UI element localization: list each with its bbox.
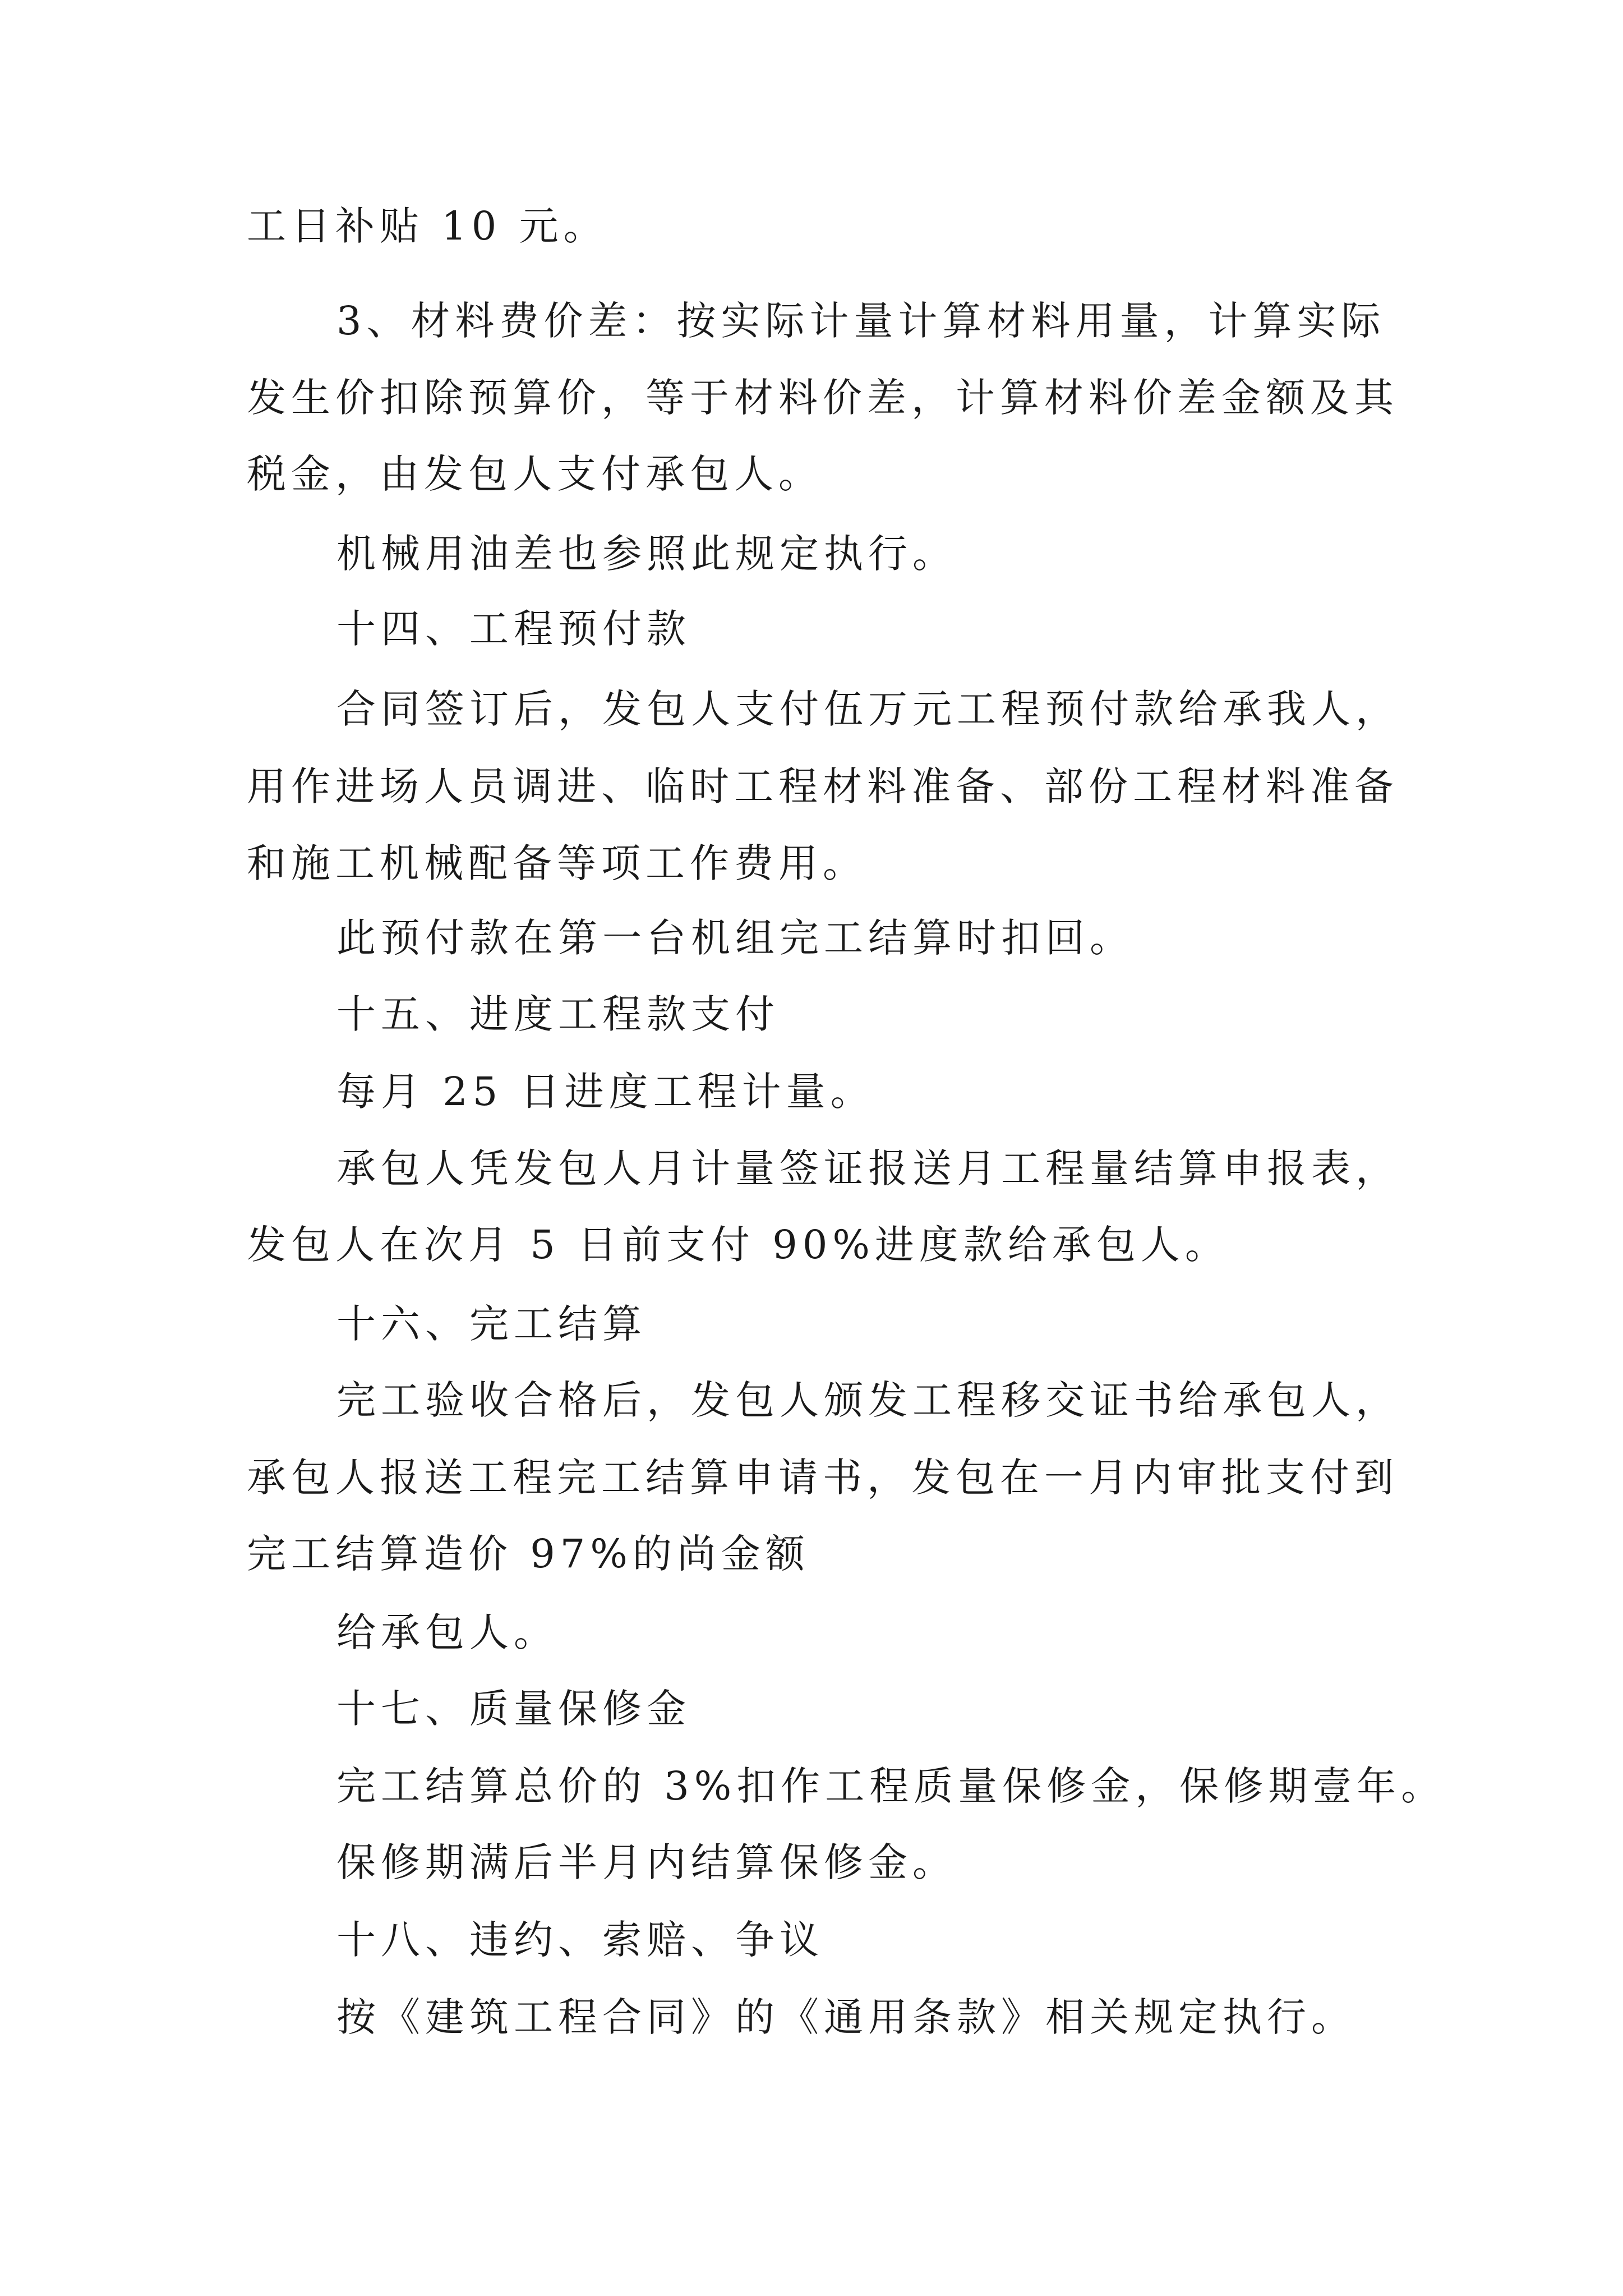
text-line: 用作进场人员调进、临时工程材料准备、部份工程材料准备 — [247, 763, 1399, 809]
text-line: 完工结算总价的 3%扣作工程质量保修金，保修期壹年。 — [336, 1763, 1446, 1809]
text-line: 合同签订后，发包人支付伍万元工程预付款给承我人， — [336, 686, 1400, 732]
text-line: 给承包人。 — [336, 1609, 558, 1655]
text-line: 3、材料费价差：按实际计量计算材料用量，计算实际 — [336, 298, 1386, 344]
text-line: 和施工机械配备等项工作费用。 — [247, 840, 867, 886]
section-heading: 十四、工程预付款 — [336, 606, 691, 652]
text-line: 完工结算造价 97%的尚金额 — [247, 1531, 810, 1577]
text-line: 此预付款在第一台机组完工结算时扣回。 — [336, 915, 1134, 961]
text-line: 承包人凭发包人月计量签证报送月工程量结算申报表， — [336, 1145, 1400, 1191]
text-line: 每月 25 日进度工程计量。 — [336, 1069, 875, 1115]
text-line: 发包人在次月 5 日前支付 90%进度款给承包人。 — [247, 1222, 1229, 1268]
text-line: 保修期满后半月内结算保修金。 — [336, 1839, 957, 1885]
text-line: 机械用油差也参照此规定执行。 — [336, 531, 957, 577]
text-line: 承包人报送工程完工结算申请书，发包在一月内审批支付到 — [247, 1455, 1399, 1501]
section-heading: 十八、违约、索赔、争议 — [336, 1917, 824, 1963]
section-heading: 十六、完工结算 — [336, 1301, 647, 1347]
text-line: 发生价扣除预算价，等于材料价差，计算材料价差金额及其 — [247, 375, 1399, 421]
text-line: 完工验收合格后，发包人颁发工程移交证书给承包人， — [336, 1377, 1400, 1423]
text-line: 工日补贴 10 元。 — [247, 203, 608, 249]
section-heading: 十五、进度工程款支付 — [336, 991, 780, 1037]
text-line: 税金，由发包人支付承包人。 — [247, 451, 823, 497]
section-heading: 十七、质量保修金 — [336, 1686, 691, 1732]
text-line: 按《建筑工程合同》的《通用条款》相关规定执行。 — [336, 1994, 1355, 2040]
